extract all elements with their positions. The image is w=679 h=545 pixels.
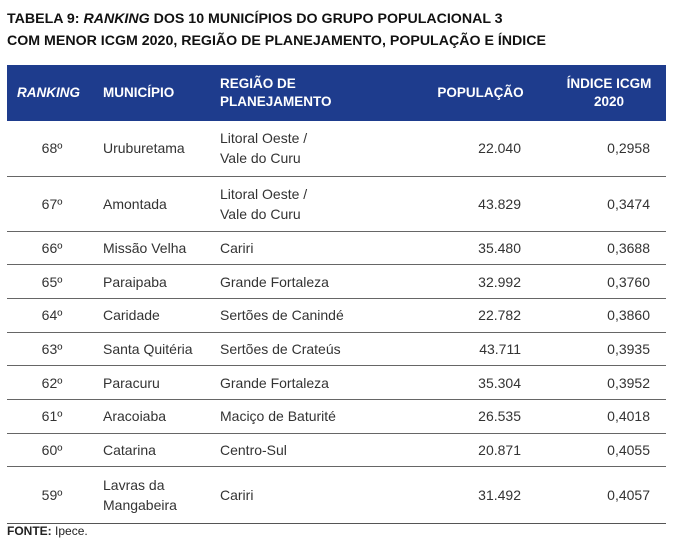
cell-regiao	[214, 121, 409, 176]
cell-municipio: Paraipaba	[97, 265, 214, 299]
cell-indice: 0,3474	[546, 176, 666, 231]
table-row	[7, 265, 666, 299]
cell-municipio: Aracoiaba	[97, 399, 214, 433]
title-line-2: COM MENOR ICGM 2020, REGIÃO DE PLANEJAMENTO, POPULAÇÃO E ÍNDICE	[7, 33, 546, 49]
table-body	[7, 121, 666, 524]
cell-rank: 68º	[7, 121, 97, 176]
table-row	[7, 121, 666, 176]
cell-municipio-line1: Lavras da	[103, 477, 165, 494]
cell-municipio: Paracuru	[97, 366, 214, 400]
table-row	[7, 399, 666, 433]
title-suffix: DOS 10 MUNICÍPIOS DO GRUPO POPULACIONAL 3	[149, 11, 503, 27]
table-row	[7, 467, 666, 524]
table-row	[7, 332, 666, 366]
cell-indice: 0,3860	[546, 298, 666, 332]
cell-indice: 0,4018	[546, 399, 666, 433]
header-regiao	[214, 65, 409, 121]
cell-municipio: Missão Velha	[97, 231, 214, 265]
cell-populacao: 31.492	[478, 487, 521, 504]
cell-indice: 0,3688	[546, 231, 666, 265]
cell-populacao: 43.829	[409, 176, 546, 231]
cell-rank: 62º	[7, 366, 97, 400]
cell-municipio: Catarina	[97, 433, 214, 467]
cell-rank: 60º	[7, 433, 97, 467]
cell-regiao: Grande Fortaleza	[214, 265, 409, 299]
header-regiao-line1: REGIÃO DE	[220, 76, 296, 91]
cell-indice: 0,2958	[546, 121, 666, 176]
cell-regiao: Maciço de Baturité	[214, 399, 409, 433]
cell-populacao: 20.871	[409, 433, 546, 467]
cell-populacao: 35.480	[409, 231, 546, 265]
cell-municipio: Caridade	[97, 298, 214, 332]
header-municipio: MUNICÍPIO	[103, 85, 175, 100]
cell-regiao-line2: Vale do Curu	[220, 205, 301, 222]
cell-rank: 64º	[7, 298, 97, 332]
title-italic-word: RANKING	[83, 11, 150, 27]
cell-populacao: 22.040	[409, 121, 546, 176]
cell-indice: 0,3760	[546, 265, 666, 299]
cell-regiao-line1: Litoral Oeste /	[220, 130, 308, 147]
cell-municipio-line2: Mangabeira	[103, 497, 177, 514]
cell-regiao	[214, 176, 409, 231]
ranking-table	[7, 65, 666, 524]
cell-regiao: Sertões de Crateús	[214, 332, 409, 366]
table-row	[7, 366, 666, 400]
cell-indice: 0,4057	[607, 487, 650, 504]
source-text: Ipece.	[51, 524, 88, 538]
source-label: FONTE:	[7, 524, 52, 538]
header-indice-line2: 2020	[593, 94, 625, 109]
table-header	[7, 65, 666, 121]
header-indice-line1: ÍNDICE ICGM	[566, 76, 652, 91]
cell-indice: 0,4055	[546, 433, 666, 467]
header-ranking: RANKING	[17, 85, 80, 100]
cell-municipio	[97, 467, 214, 524]
table-title	[7, 8, 672, 52]
header-row	[7, 65, 666, 121]
cell-rank: 65º	[7, 265, 97, 299]
table-row	[7, 433, 666, 467]
table-row	[7, 298, 666, 332]
cell-populacao: 26.535	[409, 399, 546, 433]
cell-regiao: Cariri	[214, 231, 409, 265]
cell-populacao: 35.304	[409, 366, 546, 400]
table-row	[7, 231, 666, 265]
cell-municipio: Santa Quitéria	[97, 332, 214, 366]
header-regiao-line2: PLANEJAMENTO	[220, 94, 332, 109]
cell-municipio: Amontada	[97, 176, 214, 231]
cell-populacao: 43.711	[409, 332, 546, 366]
cell-rank: 63º	[7, 332, 97, 366]
cell-rank: 59º	[41, 487, 63, 504]
cell-populacao: 32.992	[409, 265, 546, 299]
cell-regiao-line2: Vale do Curu	[220, 150, 301, 167]
cell-regiao: Cariri	[220, 487, 254, 504]
source-note	[7, 524, 88, 538]
cell-populacao: 22.782	[409, 298, 546, 332]
cell-regiao: Grande Fortaleza	[214, 366, 409, 400]
header-indice	[546, 65, 666, 121]
title-prefix: TABELA 9:	[7, 11, 84, 27]
cell-rank: 61º	[7, 399, 97, 433]
table-row	[7, 176, 666, 231]
title-line-1	[7, 8, 672, 30]
cell-rank: 66º	[7, 231, 97, 265]
cell-regiao: Centro-Sul	[214, 433, 409, 467]
cell-regiao-line1: Litoral Oeste /	[220, 185, 308, 202]
header-populacao: POPULAÇÃO	[437, 85, 524, 100]
cell-rank: 67º	[7, 176, 97, 231]
cell-regiao: Sertões de Canindé	[214, 298, 409, 332]
cell-municipio: Uruburetama	[97, 121, 214, 176]
cell-indice: 0,3935	[546, 332, 666, 366]
cell-indice: 0,3952	[546, 366, 666, 400]
